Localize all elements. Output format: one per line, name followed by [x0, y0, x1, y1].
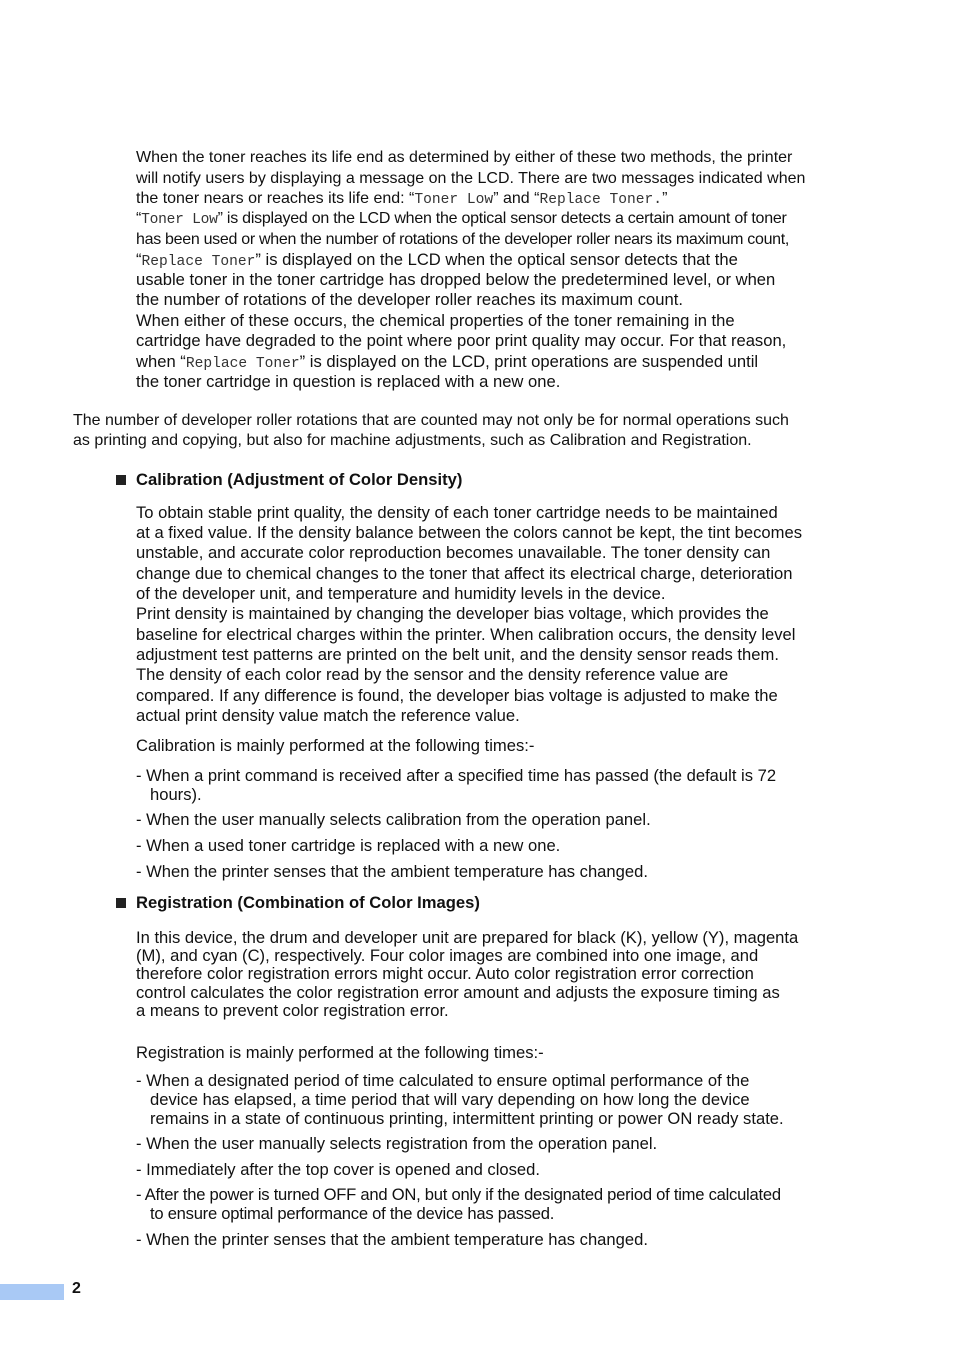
body-line: unstable, and accurate color reproduction becomes unavailable. The toner density can [136, 543, 771, 562]
body-line: a means to prevent color registration error. [136, 1001, 449, 1020]
note-line [136, 189, 667, 210]
body-line: adjustment test patterns are printed on the belt unit, and the density sensor reads them. [136, 645, 779, 664]
note-text: when “ [136, 352, 186, 371]
body-line: actual print density value match the reference value. [136, 706, 520, 725]
list-item-text: - When the printer senses that the ambient temperature has changed. [136, 862, 648, 881]
list-item-text: remains in a state of continuous printing, intermittent printing or power ON ready state. [150, 1109, 784, 1128]
body-line: change due to chemical changes to the toner that affect its electrical charge, deterioration [136, 564, 793, 583]
note-line: usable toner in the toner cartridge has dropped below the predetermined level, or when [136, 270, 776, 289]
list-item [136, 836, 560, 855]
list-item-text: - When a designated period of time calculated to ensure optimal performance of the [136, 1071, 750, 1090]
note-text: ” is displayed on the LCD when the optical sensor detects a certain amount of toner [217, 210, 787, 227]
note-line: cartridge have degraded to the point where poor print quality may occur. For that reason, [136, 331, 787, 350]
note-line: has been used or when the number of rotations of the developer roller nears its maximum count, [136, 231, 790, 248]
list-item [136, 1071, 784, 1128]
list-item [136, 1185, 781, 1223]
list-item [136, 810, 651, 829]
list-item-text: - Immediately after the top cover is opened and closed. [136, 1160, 541, 1179]
list-item-text: - When a print command is received after a specified time has passed (the default is 72 [136, 766, 777, 785]
list-item [136, 862, 648, 881]
intro-line: The number of developer roller rotations that are counted may not only be for normal operations such [73, 412, 789, 429]
body-line: control calculates the color registration error amount and adjusts the exposure timing as [136, 983, 780, 1002]
lcd-message: Replace Toner [141, 254, 256, 270]
note-text: “ [136, 210, 142, 227]
note-line [136, 209, 787, 230]
square-bullet-icon [116, 898, 126, 908]
list-item [136, 1160, 540, 1179]
body-line: at a fixed value. If the density balance between the colors cannot be kept, the tint becomes [136, 523, 803, 542]
list-item-text: hours). [150, 785, 202, 804]
list-item-text: - When the printer senses that the ambient temperature has changed. [136, 1230, 648, 1249]
body-line: In this device, the drum and developer unit are prepared for black (K), yellow (Y), magenta [136, 928, 799, 947]
note-text: ” [662, 190, 668, 207]
registration-heading [116, 893, 480, 913]
list-item-text: - When the user manually selects calibration from the operation panel. [136, 810, 651, 829]
note-text: ” and “ [493, 190, 540, 207]
note-line [136, 250, 738, 272]
list-item [136, 1230, 648, 1249]
list-item [136, 1134, 657, 1153]
lcd-message: Toner Low [141, 212, 218, 228]
body-line: (M), and cyan (C), respectively. Four color images are combined into one image, and [136, 946, 759, 965]
page-number: 2 [72, 1280, 81, 1297]
registration-times-intro: Registration is mainly performed at the following times:- [136, 1043, 544, 1062]
note-line: When the toner reaches its life end as determined by either of these two methods, the printer [136, 149, 793, 166]
body-line: baseline for electrical charges within the printer. When calibration occurs, the density level [136, 625, 796, 644]
calibration-heading [116, 470, 462, 490]
body-line: therefore color registration errors might occur. Auto color registration error correction [136, 964, 754, 983]
list-item-text: - When the user manually selects registration from the operation panel. [136, 1134, 658, 1153]
calibration-heading-text: Calibration (Adjustment of Color Density) [136, 470, 463, 489]
note-line: When either of these occurs, the chemical properties of the toner remaining in the [136, 311, 735, 330]
body-line: The density of each color read by the sensor and the density reference value are [136, 665, 729, 684]
lcd-message: Replace Toner. [539, 192, 663, 208]
calibration-times-intro: Calibration is mainly performed at the following times:- [136, 736, 535, 755]
note-text: ” is displayed on the LCD when the optical sensor detects that the [255, 250, 738, 269]
body-line: Print density is maintained by changing the developer bias voltage, which provides the [136, 604, 769, 623]
lcd-message: Replace Toner [185, 356, 300, 372]
registration-heading-text: Registration (Combination of Color Images) [136, 893, 480, 912]
body-line: compared. If any difference is found, the developer bias voltage is adjusted to make the [136, 686, 778, 705]
intro-line: as printing and copying, but also for machine adjustments, such as Calibration and Registration. [73, 432, 752, 449]
body-line: of the developer unit, and temperature and humidity levels in the device. [136, 584, 666, 603]
list-item-text: device has elapsed, a time period that will vary depending on how long the device [150, 1090, 750, 1109]
note-line: the toner cartridge in question is replaced with a new one. [136, 372, 561, 391]
list-item [136, 766, 776, 804]
list-item-text: to ensure optimal performance of the device has passed. [150, 1204, 555, 1223]
footer-accent-bar [0, 1284, 64, 1300]
note-text: ” is displayed on the LCD, print operations are suspended until [299, 352, 759, 371]
note-line [136, 352, 758, 374]
lcd-message: Toner Low [414, 192, 494, 208]
list-item-text: - When a used toner cartridge is replaced with a new one. [136, 836, 561, 855]
list-item-text: - After the power is turned OFF and ON, but only if the designated period of time calculated [136, 1185, 781, 1204]
note-text: “ [136, 250, 142, 269]
body-line: To obtain stable print quality, the density of each toner cartridge needs to be maintained [136, 503, 778, 522]
note-text: the toner nears or reaches its life end: “ [136, 190, 415, 207]
note-line: will notify users by displaying a message on the LCD. There are two messages indicated when [136, 170, 806, 187]
note-line: the number of rotations of the developer roller reaches its maximum count. [136, 290, 683, 309]
square-bullet-icon [116, 475, 126, 485]
